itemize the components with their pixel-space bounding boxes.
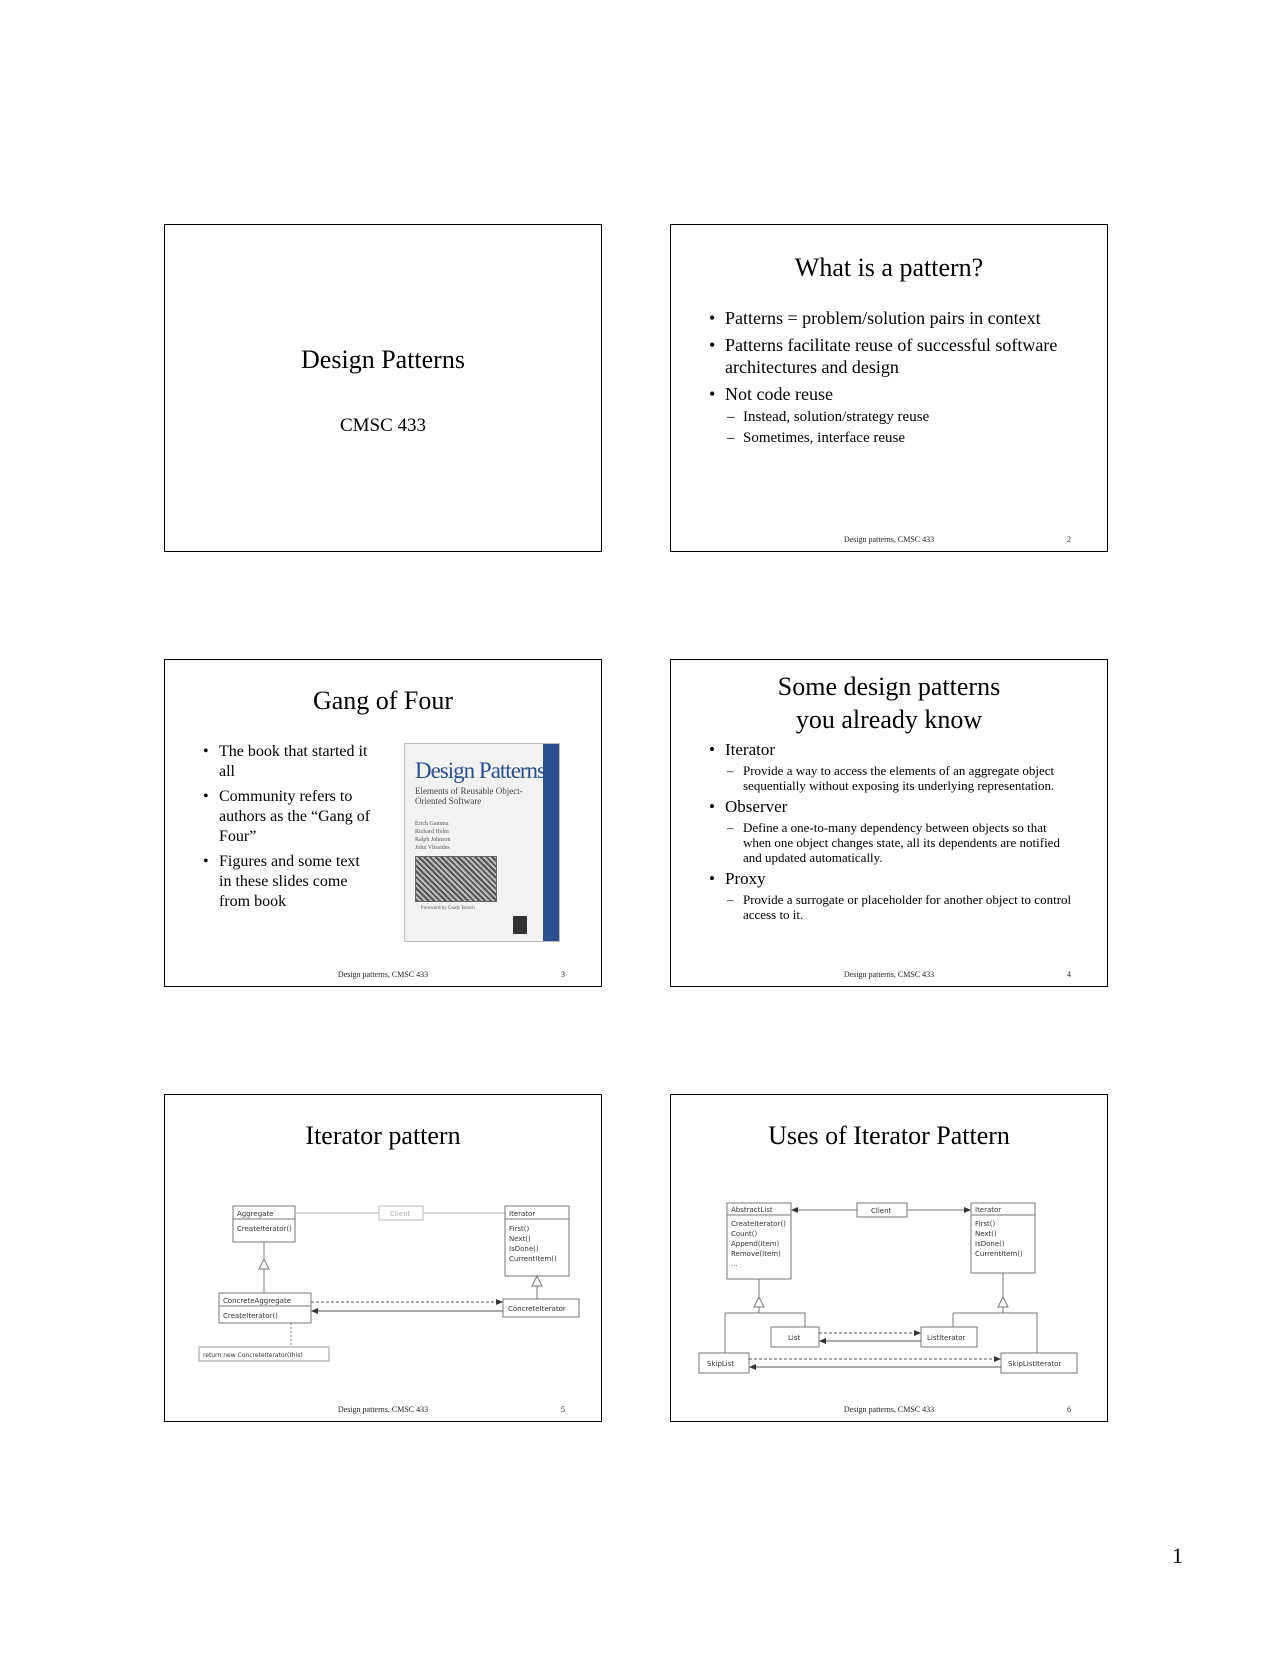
iterator-op: IsDone(): [509, 1245, 539, 1253]
bullet: • Patterns = problem/solution pairs in context: [707, 307, 1077, 329]
arrow-right-icon: [964, 1207, 971, 1213]
iterator-op: CurrentItem(): [975, 1250, 1023, 1258]
book-foreword: Foreword by Grady Booch: [421, 906, 475, 911]
slide-number: 2: [1067, 535, 1071, 544]
bullet: [707, 383, 1077, 448]
arrow-left-icon: [819, 1338, 826, 1344]
slide-5-title: Iterator pattern: [305, 1121, 461, 1150]
arrow-left-icon: [749, 1364, 756, 1370]
iterator-label: Iterator: [509, 1210, 536, 1218]
bullet: • Community refers to authors as the “Gang of Four”: [201, 787, 376, 847]
book-author: Erich Gamma: [415, 821, 449, 827]
bullet-text: Proxy: [725, 869, 766, 888]
footer-text: Design patterns, CMSC 433: [843, 970, 935, 979]
book-author: John Vlissides: [415, 845, 450, 851]
slide-4-title-line-1: Some design patterns: [777, 672, 1001, 701]
aggregate-op: CreateIterator(): [237, 1225, 292, 1233]
slide-4-bullets: [707, 740, 1073, 926]
arrow-right-icon: [914, 1330, 921, 1336]
sub-bullets: [725, 763, 1073, 793]
slide-number: 6: [1067, 1405, 1071, 1414]
iterator-uses-uml-diagram: [671, 1095, 1107, 1421]
inheritance-arrow-icon: [998, 1297, 1008, 1307]
footer-text: Design patterns, CMSC 433: [843, 1405, 935, 1414]
sub-bullets: [725, 892, 1073, 922]
abstract-list-op: CreateIterator(): [731, 1220, 786, 1228]
bullet-text: Observer: [725, 797, 788, 816]
slide-3-bullets: [201, 742, 376, 917]
book-authors: [415, 820, 451, 852]
bullet: [707, 797, 1073, 865]
sub-bullet: – Define a one-to-many dependency between objects so that when one object changes state, all its dependents are notified and updated automatically.: [725, 820, 1073, 865]
concrete-aggregate-label: ConcreteAggregate: [223, 1297, 292, 1305]
slide-6-title: Uses of Iterator Pattern: [768, 1121, 1010, 1150]
iterator-op: First(): [509, 1225, 530, 1233]
abstract-list-label: AbstractList: [731, 1206, 773, 1214]
bullet: • Figures and some text in these slides come from book: [201, 852, 376, 912]
page-number: 1: [1172, 1543, 1183, 1568]
slide-2: [670, 224, 1108, 552]
arrow-right-icon: [994, 1356, 1001, 1362]
slide-3: [164, 659, 602, 987]
aggregate-label: Aggregate: [237, 1210, 274, 1218]
book-spine: [543, 744, 559, 941]
iterator-op: First(): [975, 1220, 996, 1228]
skip-list-label: SkipList: [707, 1360, 735, 1368]
publisher-logo-icon: [513, 916, 527, 934]
sub-bullet: – Provide a surrogate or placeholder for another object to control access to it.: [725, 892, 1073, 922]
inheritance-arrow-icon: [259, 1259, 269, 1269]
iterator-op: Next(): [509, 1235, 531, 1243]
slide-number: 3: [561, 970, 565, 979]
slide-5: [164, 1094, 602, 1422]
slide-number: 4: [1067, 970, 1071, 979]
arrow-left-icon: [311, 1308, 318, 1314]
bullet: [707, 869, 1073, 922]
sub-bullets: [725, 820, 1073, 865]
iterator-op: CurrentItem(): [509, 1255, 557, 1263]
footer-text: Design patterns, CMSC 433: [337, 970, 429, 979]
note-text: return new ConcreteIterator(this): [203, 1352, 303, 1359]
slide-6: [670, 1094, 1108, 1422]
book-author: Ralph Johnson: [415, 837, 451, 843]
list-label: List: [788, 1334, 801, 1342]
inheritance-arrow-icon: [754, 1297, 764, 1307]
iterator-op: IsDone(): [975, 1240, 1005, 1248]
sub-bullet: – Sometimes, interface reuse: [725, 429, 1077, 448]
bullet-text: Not code reuse: [725, 384, 833, 404]
sub-bullets: [725, 408, 1077, 448]
slide-4: [670, 659, 1108, 987]
book-author: Richard Helm: [415, 829, 449, 835]
slide-1-title: Design Patterns: [301, 345, 465, 374]
slide-2-title: What is a pattern?: [794, 253, 984, 282]
footer-text: Design patterns, CMSC 433: [337, 1405, 429, 1414]
list-iterator-label: ListIterator: [927, 1334, 966, 1342]
book-title: Design Patterns: [415, 758, 546, 783]
arrow-right-icon: [496, 1299, 503, 1305]
slide-2-bullets: [707, 307, 1077, 453]
footer-text: Design patterns, CMSC 433: [843, 535, 935, 544]
inheritance-arrow-icon: [532, 1276, 542, 1286]
client-label: Client: [390, 1210, 411, 1218]
abstract-list-op: ...: [731, 1260, 738, 1268]
book-cover-image: [404, 743, 560, 942]
abstract-list-op: Count(): [731, 1230, 758, 1238]
arrow-left-icon: [791, 1207, 798, 1213]
sub-bullet: – Instead, solution/strategy reuse: [725, 408, 1077, 427]
bullet: • Patterns facilitate reuse of successful software architectures and design: [707, 334, 1077, 378]
sub-bullet: – Provide a way to access the elements of an aggregate object sequentially without exposing its underlying representation.: [725, 763, 1073, 793]
iterator-uml-diagram: [165, 1095, 601, 1421]
bullet: • The book that started it all: [201, 742, 376, 782]
iterator-label: Iterator: [975, 1206, 1002, 1214]
abstract-list-op: Remove(Item): [731, 1250, 781, 1258]
book-cover-art: [415, 856, 497, 902]
concrete-iterator-label: ConcreteIterator: [508, 1305, 566, 1313]
slide-3-title: Gang of Four: [312, 686, 454, 715]
slide-1-subtitle: CMSC 433: [339, 415, 427, 436]
client-label: Client: [871, 1207, 892, 1215]
slide-number: 5: [561, 1405, 565, 1414]
iterator-op: Next(): [975, 1230, 997, 1238]
bullet: [707, 740, 1073, 793]
skip-list-iterator-label: SkipListIterator: [1008, 1360, 1062, 1368]
slide-4-title-line-2: you already know: [795, 705, 983, 734]
bullet-text: Iterator: [725, 740, 776, 759]
slide-1: [164, 224, 602, 552]
abstract-list-op: Append(Item): [731, 1240, 780, 1248]
concrete-aggregate-op: CreateIterator(): [223, 1312, 278, 1320]
book-subtitle: Elements of Reusable Object-Oriented Software: [415, 786, 523, 806]
